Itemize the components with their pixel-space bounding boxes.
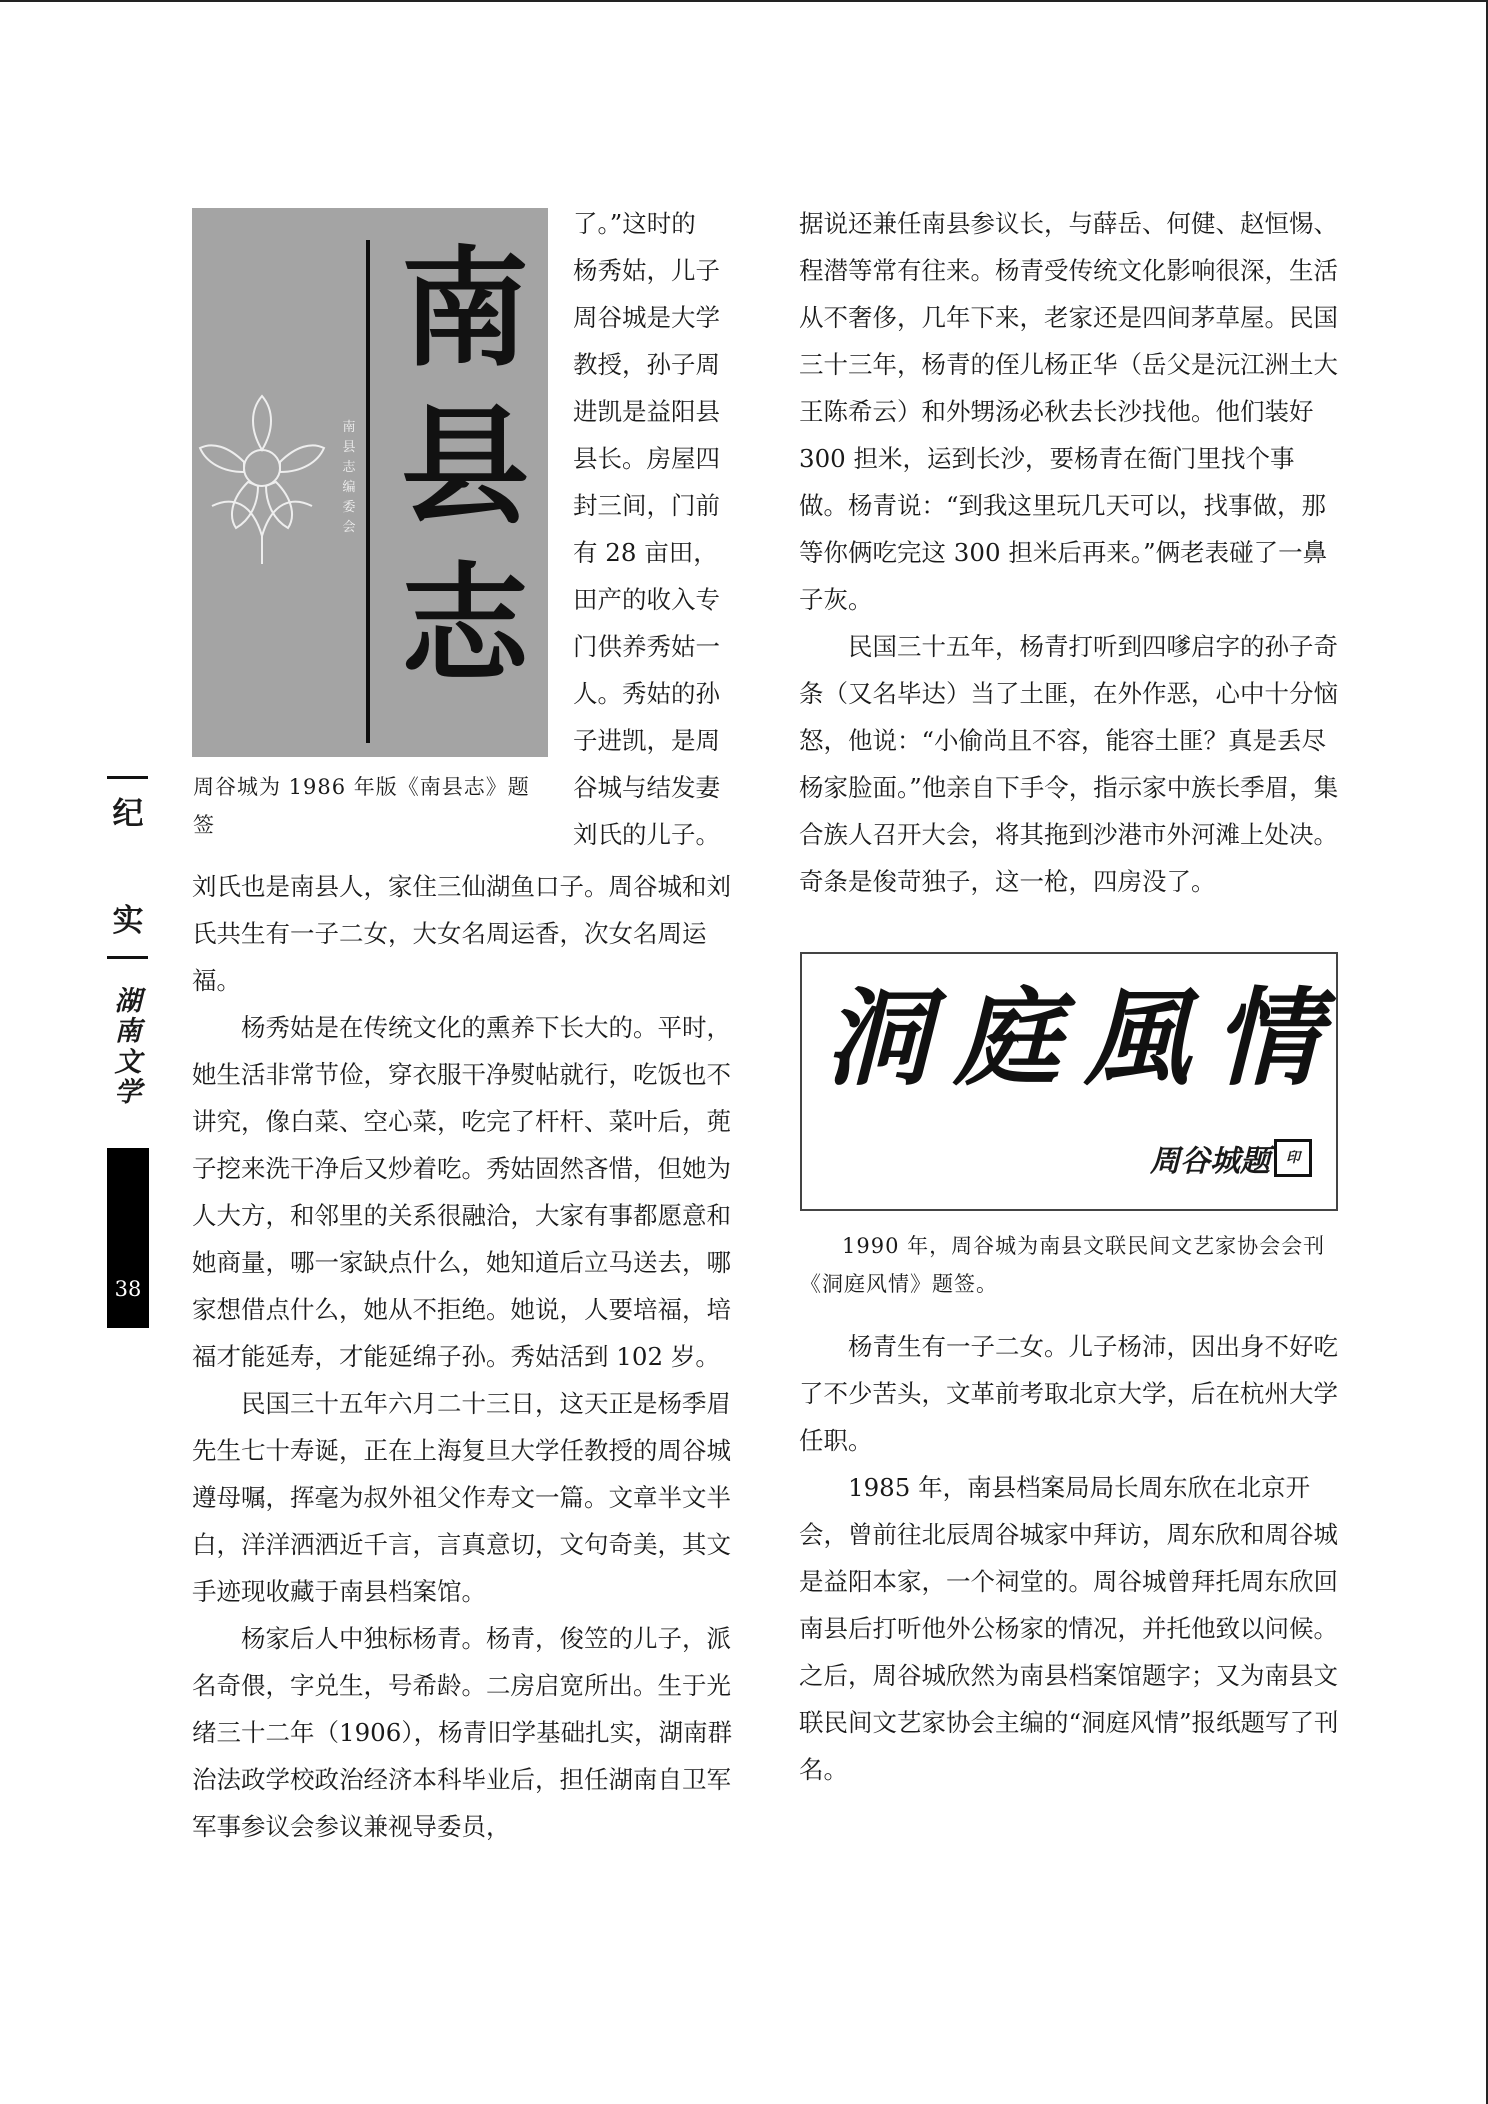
signature-text: 周谷城题	[1150, 1144, 1270, 1179]
brand-char: 学	[114, 1077, 142, 1109]
small-char: 县	[342, 440, 356, 455]
page-number: 38	[114, 1277, 142, 1301]
paragraph: 据说还兼任南县参议长，与薛岳、何健、赵恒惕、程潜等常有往来。杨青受传统文化影响很深，生活从不奢侈，几年下来，老家还是四间茅草屋。民国三十三年，杨青的侄儿杨正华（岳父是沅江洲土大王陈希云）和外甥汤必秋去长沙找他。他们装好 300 担米，运到长沙，要杨青在衙门里找个事做。杨青说：“到我这里玩几天可以，找事做，那等你俩吃完这 300 担米后再来。”俩老表碰了一鼻子灰。	[799, 209, 1338, 614]
left-column-body	[192, 863, 736, 1850]
paragraph: 1985 年，南县档案局局长周东欣在北京开会，曾前往北辰周谷城家中拜访，周东欣和周谷城是益阳本家，一个祠堂的。周谷城曾拜托周东欣回南县后打听他外公杨家的情况，并托他致以问候。之后，周谷城欣然为南县档案馆题字；又为南县文联民间文艺家协会主编的“洞庭风情”报纸题写了刊名。	[799, 1473, 1339, 1784]
calligraphy-title	[390, 230, 540, 704]
image2-caption: 1990 年，周谷城为南县文联民间文艺家协会会刊《洞庭风情》题签。	[800, 1234, 1326, 1296]
page-top-edge	[0, 0, 1488, 2]
wrap-line: 封三间，门前	[573, 491, 720, 520]
side-tab-char-shi: 实	[112, 903, 144, 939]
image1-caption: 周谷城为 1986 年版《南县志》题签	[193, 775, 530, 837]
wrap-line: 周谷城是大学	[573, 303, 720, 332]
calligraphy-char: 县	[400, 392, 529, 542]
paragraph: 杨秀姑是在传统文化的熏养下长大的。平时，她生活非常节俭，穿衣服干净熨帖就行，吃饭也不讲究，像白菜、空心菜，吃完了杆杆、菜叶后，蔸子挖来洗干净后又炒着吃。秀姑固然吝惜，但她为人大方，和邻里的关系很融洽，大家有事都愿意和她商量，哪一家缺点什么，她知道后立马送去，哪家想借点什么，她从不拒绝。她说，人要培福，培福才能延寿，才能延绵子孙。秀姑活到 102 岁。	[192, 1013, 731, 1371]
nanxianzhi-calligraphy-image	[192, 208, 548, 757]
wrap-line: 杨秀姑，儿子	[573, 256, 720, 285]
calligraphy-char: 洞	[824, 975, 930, 1100]
wrap-line: 了。”这时的	[573, 209, 696, 238]
small-char: 南	[342, 420, 356, 435]
seal-stamp: 印	[1274, 1139, 1312, 1177]
wrap-line: 子进凯，是周	[573, 726, 720, 755]
paragraph: 刘氏也是南县人，家住三仙湖鱼口子。周谷城和刘氏共生有一子二女，大女名周运香，次女名周运福。	[192, 872, 731, 995]
calligraphy-char: 情	[1214, 975, 1320, 1100]
wrap-line: 谷城与结发妻	[573, 773, 720, 802]
paragraph: 民国三十五年，杨青打听到四嗲启字的孙子奇条（又名毕达）当了土匪，在外作恶，心中十分恼怒，他说：“小偷尚且不容，能容土匪？真是丢尽杨家脸面。”他亲自下手令，指示家中族长季眉，集合族人召开大会，将其拖到沙港市外河滩上处决。奇条是俊苛独子，这一枪，四房没了。	[799, 632, 1339, 896]
paragraph: 杨家后人中独标杨青。杨青，俊笠的儿子，派名奇偎，字兑生，号希龄。二房启宽所出。生于光绪三十二年（1906），杨青旧学基础扎实，湖南群治法政学校政治经济本科毕业后，担任湖南自卫军军事参议会参议兼视导委员，	[192, 1624, 733, 1841]
wrap-line: 县长。房屋四	[573, 444, 720, 473]
side-tab-black-bar	[107, 1148, 149, 1328]
right-column-bottom-body	[799, 1323, 1343, 1793]
calligraphy-char: 志	[400, 550, 529, 700]
calligraphy-char: 庭	[954, 975, 1060, 1100]
dongting-fengqing-calligraphy-image	[800, 952, 1338, 1211]
side-tab-rule-top	[107, 776, 148, 779]
side-tab-char-ji: 纪	[112, 796, 144, 832]
brand-char: 文	[114, 1046, 142, 1078]
small-char: 委	[342, 500, 356, 515]
small-char: 志	[342, 460, 356, 475]
small-char: 编	[342, 480, 356, 495]
calligraphy-char: 南	[400, 234, 529, 384]
calligraphy-char: 風	[1084, 975, 1190, 1100]
lotus-drawing	[192, 386, 332, 566]
right-column-top-body	[799, 200, 1343, 905]
paragraph: 杨青生有一子二女。儿子杨沛，因出身不好吃了不少苦头，文革前考取北京大学，后在杭州大学任职。	[799, 1332, 1338, 1455]
wrap-line: 有 28 亩田，	[573, 538, 718, 567]
brand-char: 南	[114, 1016, 142, 1048]
wrap-line: 门供养秀姑一	[573, 632, 720, 661]
brand-char: 湖	[114, 986, 142, 1017]
image1-wrap-text	[573, 200, 735, 858]
calligraphy-title	[824, 974, 1320, 1101]
wrap-line: 田产的收入专	[573, 585, 720, 614]
side-tab-rule-mid	[107, 956, 148, 959]
calligraphy-signature	[1150, 1136, 1312, 1180]
side-tab-brand	[107, 988, 149, 1107]
wrap-line: 教授，孙子周	[573, 350, 720, 379]
editor-committee-label	[338, 418, 360, 538]
wrap-line: 人。秀姑的孙	[573, 679, 720, 708]
small-char: 会	[342, 520, 356, 535]
calligraphy-vertical-rule	[366, 240, 370, 743]
wrap-line: 刘氏的儿子。	[573, 820, 720, 849]
paragraph: 民国三十五年六月二十三日，这天正是杨季眉先生七十寿诞，正在上海复旦大学任教授的周谷城遵母嘱，挥毫为叔外祖父作寿文一篇。文章半文半白，洋洋洒洒近千言，言真意切，文句奇美，其文手迹现收藏于南县档案馆。	[192, 1389, 731, 1606]
wrap-line: 进凯是益阳县	[573, 397, 720, 426]
